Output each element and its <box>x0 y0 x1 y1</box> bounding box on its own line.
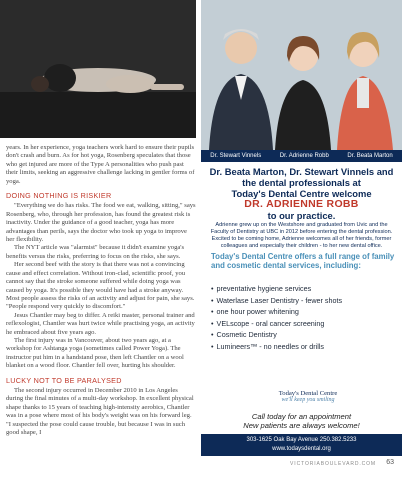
cta-line: New patients are always welcome! <box>243 421 360 430</box>
services-list <box>211 283 399 353</box>
welcome-heading <box>201 166 402 221</box>
article-paragraph: years. In her experience, yoga teachers work hard to ensure their pupils don't crash and burn. As for hot yoga, Rosenberg speculates that those who get injured are more of the Type A personalities who push past their limits, seeking an aggressive challenge lacking in gentler forms of yoga. <box>6 144 195 185</box>
list-item: • one hour power whitening <box>211 306 399 318</box>
cta-line: Call today for an appointment <box>251 412 352 421</box>
welcome-line: Today's Dental Centre welcome <box>231 188 372 199</box>
welcome-line: the dental professionals at <box>242 177 361 188</box>
article-paragraph: The second injury occurred in December 2010 in Los Angeles during the final minutes of a multi-day workshop. In excellent physical shape thanks to 15 years of teaching high-intensity aerobics, Chantler was in a pose where most of his body's weight was on his forward leg. "I suspected the pose could cause trouble, but because I was in such good shape, I <box>6 386 194 436</box>
article-paragraph: Jesus Chantler may beg to differ. A reiki master, personal trainer and reflexologist, Chantler was hurt twice while practising yoga, an activity he embraced about five years ago. <box>6 311 195 336</box>
caption-name: Dr. Beata Marton <box>347 153 393 159</box>
article-paragraph: Her second beef with the story is that there was not a convincing cause and effect correlation. Without iron-clad, scientific proof, you cannot say that the stroke someone suffered while doing yoga was caused by yoga. It's possible they would have had a stroke anyway. Most people assess the risks of an activity and adjust for pain, she says. "People respond very quickly to discomfort." <box>6 261 195 311</box>
address-phone: 303-1625 Oak Bay Avenue 250.382.5233 <box>246 437 357 443</box>
intro-text: Adrienne grew up on the Westshore and graduated from Uvic and the Faculty of Dentistry at UBC in 2012 before entering the dental profession. Excited to be coming home, Adrienne welcomes all of her friends, former colleagues and especially their children - to her new dental office. <box>210 222 393 250</box>
caption-name: Dr. Adrienne Robb <box>279 153 329 159</box>
list-item: • preventative hygiene services <box>211 283 399 295</box>
section-heading: DOING NOTHING IS RISKIER <box>6 191 112 201</box>
call-to-action <box>201 412 402 430</box>
dental-advertisement <box>201 0 402 452</box>
list-item: • Waterlase Laser Dentistry - fewer shots <box>211 295 399 307</box>
welcome-line: to our practice. <box>267 210 336 221</box>
page-number: 63 <box>386 459 394 466</box>
list-item: • Lumineers™ - no needles or drills <box>211 341 399 353</box>
dental-logo <box>253 390 363 414</box>
website-link[interactable]: www.todaysdental.org <box>272 446 331 452</box>
publication-footer: VICTORIABOULEVARD.COM <box>290 461 376 467</box>
welcome-dentist-name: DR. ADRIENNE ROBB <box>244 198 359 210</box>
contact-bar <box>201 434 402 456</box>
section-heading: LUCKY NOT TO BE PARALYSED <box>6 375 122 385</box>
logo-name: Today's Dental Centre <box>278 390 338 397</box>
caption-bar <box>201 150 402 162</box>
article-paragraph: "Everything we do has risks. The food we eat, walking, sitting," says Rosenberg, who, through her profession, has found the greatest risk is inactivity. Under the guidance of a good teacher, yoga has more advantages than perils, says the doctor who took up yoga to improve her flexibility. <box>6 202 196 244</box>
logo-tagline: we'll keep you smiling <box>281 397 335 403</box>
article-paragraph: The first injury was in Vancouver, about two years ago, at a workshop for Ashtanga yoga (sometimes called Power Yoga). The instructor put him in a handstand pose, then left Chantler on a wool blanket on a wood floor. Chantler fell over, hurting his shoulder. <box>6 336 184 370</box>
caption-name: Dr. Stewart Vinnels <box>210 153 262 159</box>
list-item: • VELscope - oral cancer screening <box>211 318 399 330</box>
article-column <box>6 144 196 437</box>
dentists-photo <box>201 0 402 160</box>
offer-title: Today's Dental Centre offers a full range of family and cosmetic dental services, including: <box>211 252 395 271</box>
yoga-photo <box>0 0 196 138</box>
welcome-line: Dr. Beata Marton, Dr. Stewart Vinnels and <box>209 166 394 177</box>
list-item: • Cosmetic Dentistry <box>211 329 399 341</box>
article-paragraph: The NYT article was "alarmist" because it didn't examine yoga's benefits versus the risks, preferring to focus on the risks, she says. <box>6 244 185 260</box>
